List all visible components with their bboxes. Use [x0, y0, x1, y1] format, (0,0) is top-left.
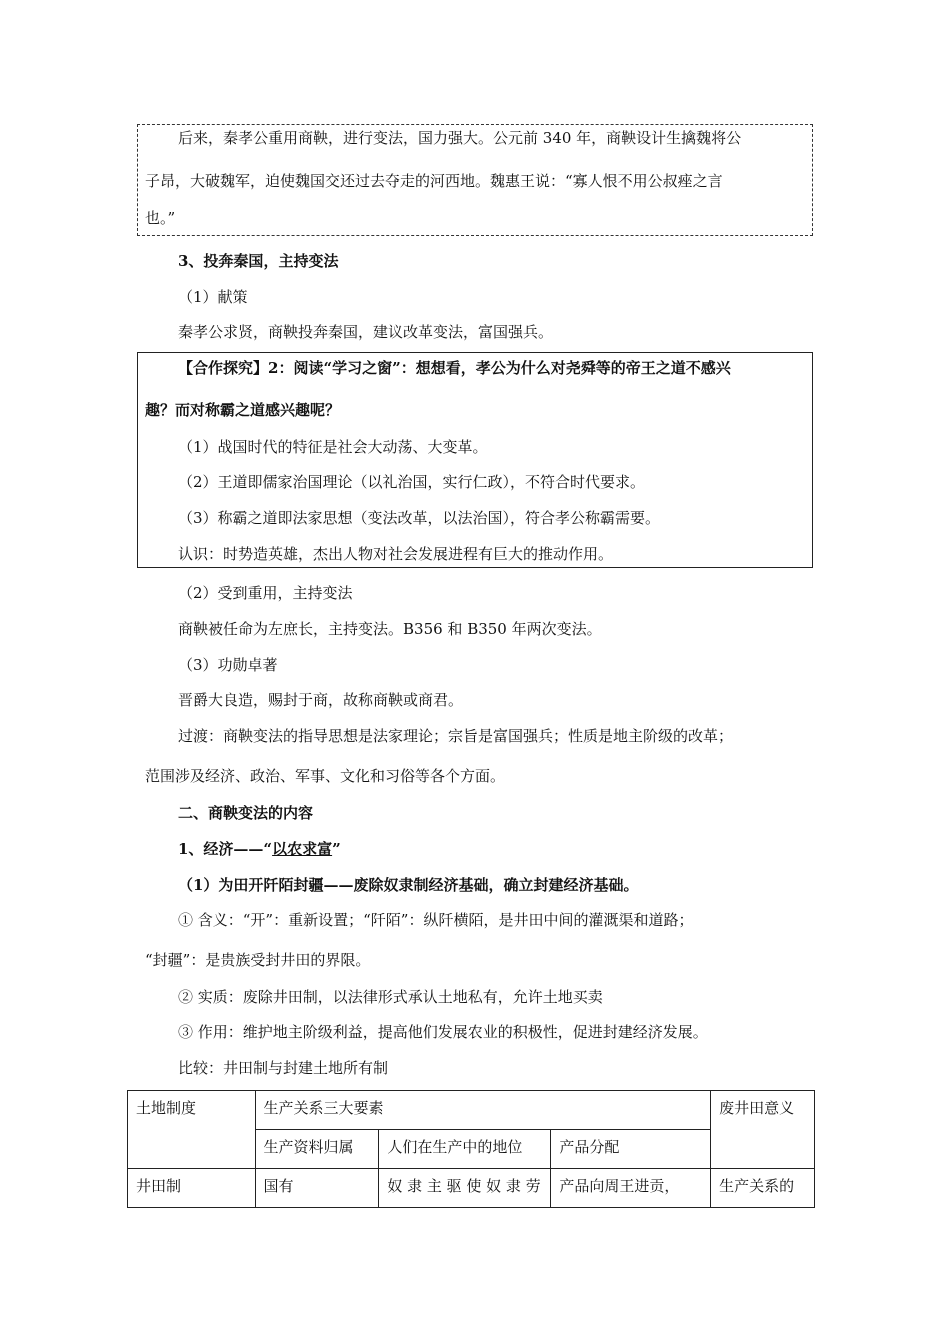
header-three-elements: 生产关系三大要素 — [255, 1091, 711, 1130]
cell-system: 井田制 — [128, 1169, 256, 1208]
transition-line-2: 范围涉及经济、政治、军事、文化和习俗等各个方面。 — [145, 767, 506, 785]
header-distribution: 产品分配 — [551, 1130, 711, 1169]
section-3-sub-3: （3）功勋卓著 — [178, 656, 278, 674]
compare-line: 比较：井田制与封建土地所有制 — [178, 1059, 389, 1077]
explore-item-3: （3）称霸之道即法家思想（变法改革，以法治国），符合孝公称霸需要。 — [178, 509, 661, 527]
explore-question-line-2: 趣？而对称霸之道感兴趣呢？ — [145, 401, 341, 419]
essence-line: ② 实质：废除井田制，以法律形式承认土地私有，允许土地买卖 — [178, 988, 603, 1006]
section-3-heading: 3、投奔秦国，主持变法 — [178, 252, 339, 270]
header-production-status: 人们在生产中的地位 — [379, 1130, 551, 1169]
transition-line-1: 过渡：商鞅变法的指导思想是法家理论；宗旨是富国强兵；性质是地主阶级的改革； — [178, 727, 734, 745]
table-header-row — [128, 1091, 815, 1130]
header-land-system: 土地制度 — [128, 1091, 256, 1169]
section-3-paragraph-3: 晋爵大良造，赐封于商，故称商鞅或商君。 — [178, 691, 464, 709]
economy-point-1: （1）为田开阡陌封疆——废除奴隶制经济基础，确立封建经济基础。 — [178, 876, 639, 894]
part-2-heading: 二、商鞅变法的内容 — [178, 804, 314, 822]
economy-prefix: 1、经济——“ — [178, 840, 273, 858]
effect-line: ③ 作用：维护地主阶级利益，提高他们发展农业的积极性，促进封建经济发展。 — [178, 1023, 708, 1041]
explore-item-2: （2）王道即儒家治国理论（以礼治国，实行仁政），不符合时代要求。 — [178, 473, 646, 491]
header-means-ownership: 生产资料归属 — [255, 1130, 379, 1169]
explore-box — [137, 352, 813, 568]
meaning-line-2: “封疆”：是贵族受封井田的界限。 — [145, 951, 371, 969]
meaning-line-1: ① 含义：“开”：重新设置；“阡陌”：纵阡横陌，是井田中间的灌溉渠和道路； — [178, 911, 694, 929]
section-3-paragraph-1: 秦孝公求贤，商鞅投奔秦国，建议改革变法，富国强兵。 — [178, 323, 554, 341]
cell-means: 国有 — [255, 1169, 379, 1208]
passage-line-3: 也。” — [145, 209, 176, 227]
comparison-table — [127, 1090, 815, 1208]
header-abolition-meaning: 废井田意义 — [711, 1091, 815, 1169]
cell-meaning: 生产关系的 — [711, 1169, 815, 1208]
cell-status: 奴 隶 主 驱 使 奴 隶 劳 — [379, 1169, 551, 1208]
section-3-sub-2: （2）受到重用，主持变法 — [178, 584, 353, 602]
passage-line-2: 子昂，大破魏军，迫使魏国交还过去夺走的河西地。魏惠王说：“寡人恨不用公叔痤之言 — [145, 172, 723, 190]
passage-line-1: 后来，秦孝公重用商鞅，进行变法，国力强大。公元前 340 年，商鞅设计生擒魏将公 — [178, 129, 742, 147]
economy-suffix: ” — [332, 840, 341, 858]
economy-term: 以农求富 — [272, 840, 333, 858]
cell-distribution: 产品向周王进贡， — [551, 1169, 711, 1208]
section-3-sub-1: （1）献策 — [178, 288, 248, 306]
economy-heading — [178, 839, 341, 859]
explore-question-line-1: 【合作探究】2：阅读“学习之窗”：想想看，孝公为什么对尧舜等的帝王之道不感兴 — [178, 359, 731, 377]
explore-item-1: （1）战国时代的特征是社会大动荡、大变革。 — [178, 438, 488, 456]
section-3-paragraph-2: 商鞅被任命为左庶长，主持变法。B356 和 B350 年两次变法。 — [178, 620, 602, 638]
table-row — [128, 1169, 815, 1208]
explore-conclusion: 认识：时势造英雄，杰出人物对社会发展进程有巨大的推动作用。 — [178, 545, 614, 563]
